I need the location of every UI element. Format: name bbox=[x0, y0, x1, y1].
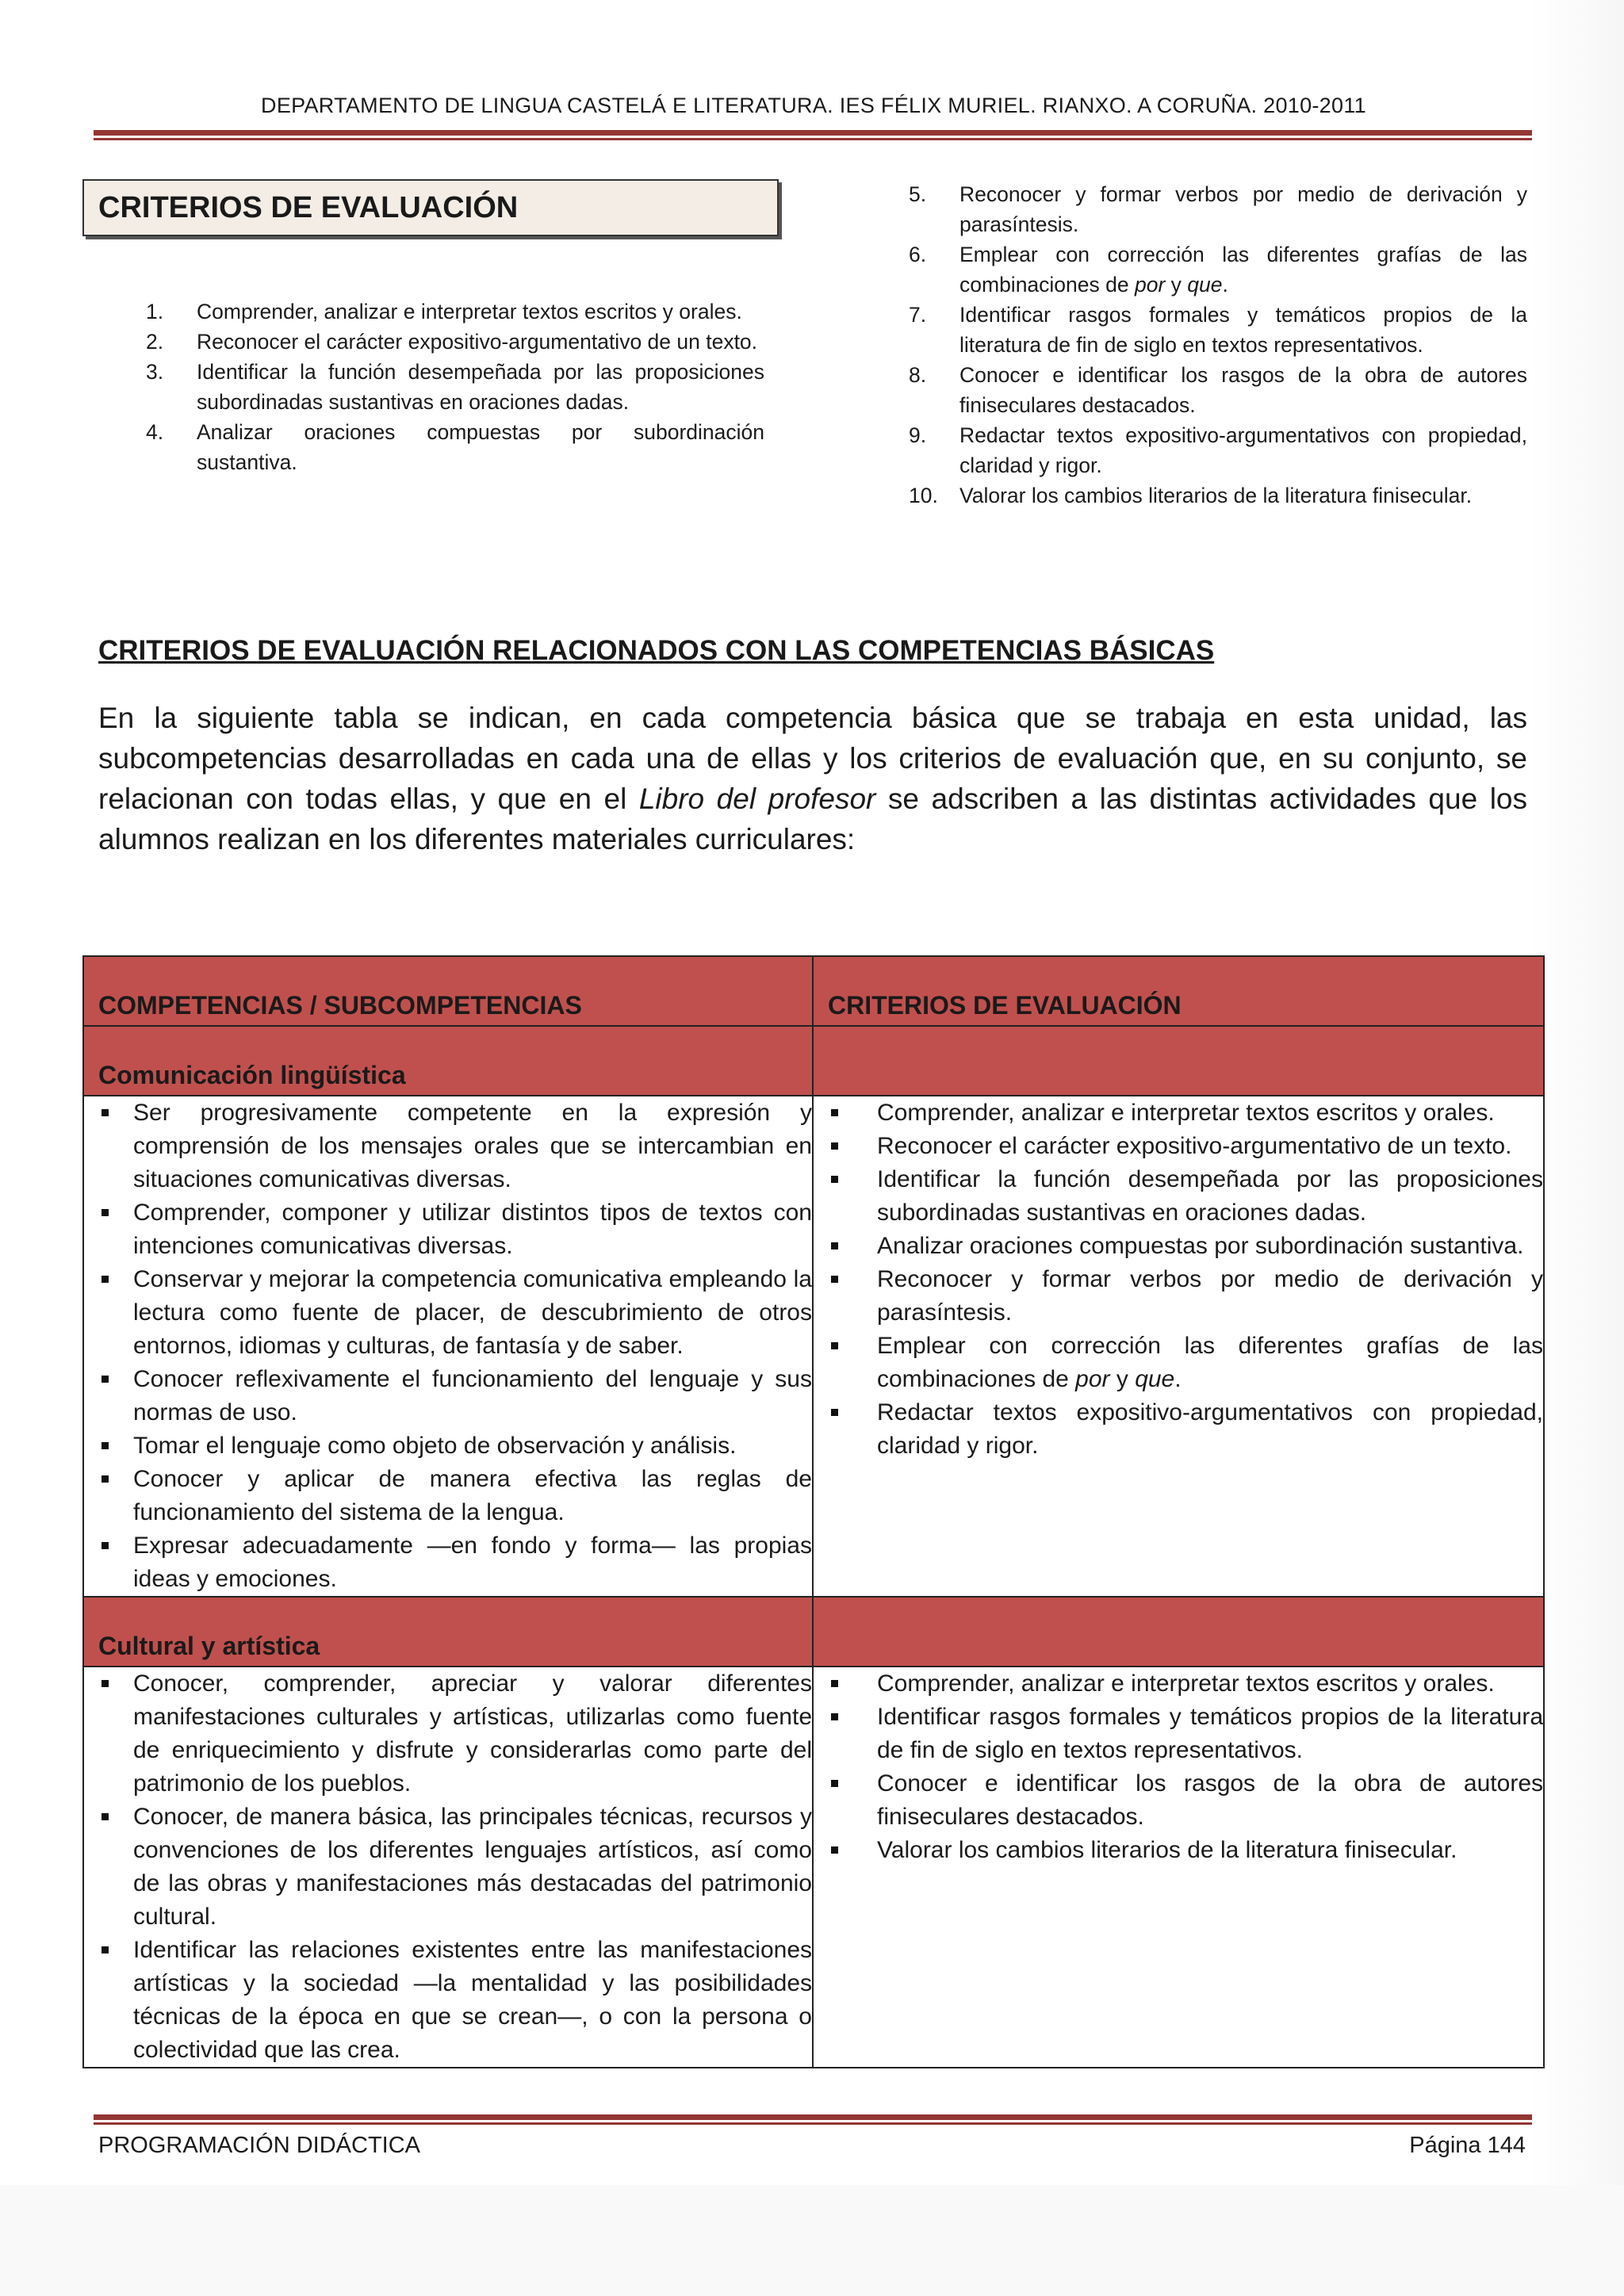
subcompetencia-item: Conocer, de manera básica, las principales técnicas, recursos y convenciones de los diferentes lenguajes artísticos, así como de las obras y manifestaciones más destacadas del patrimonio cultural. bbox=[84, 1800, 812, 1934]
competencia-name: Comunicación lingüística bbox=[98, 1061, 406, 1089]
col2-header: CRITERIOS DE EVALUACIÓN bbox=[828, 991, 1182, 1020]
criteria-number: 1. bbox=[146, 300, 164, 323]
col1-header: COMPETENCIAS / SUBCOMPETENCIAS bbox=[98, 991, 582, 1020]
criteria-text: Comprender, analizar e interpretar textos escritos y orales. bbox=[197, 300, 742, 323]
criteria-number: 8. bbox=[909, 363, 927, 387]
subcompetencia-item: Conservar y mejorar la competencia comunicativa empleando la lectura como fuente de placer, de descubrimiento de otros entornos, idiomas y culturas, de fantasía y de saber. bbox=[84, 1263, 812, 1363]
section-title: CRITERIOS DE EVALUACIÓN RELACIONADOS CON LAS COMPETENCIAS BÁSICAS bbox=[98, 635, 1215, 666]
page-bottom-shade bbox=[0, 2185, 1624, 2296]
criteria-item bbox=[909, 179, 1527, 239]
criteria-number: 4. bbox=[146, 420, 164, 444]
bullet-icon bbox=[84, 1263, 133, 1363]
bullet-icon bbox=[814, 1667, 877, 1701]
subcompetencia-item: Tomar el lenguaje como objeto de observación y análisis. bbox=[84, 1429, 812, 1463]
subcompetencia-item: Ser progresivamente competente en la expresión y comprensión de los mensajes orales que se intercambian en situaciones comunicativas diversas. bbox=[84, 1096, 812, 1196]
criterio-item: Analizar oraciones compuestas por subordinación sustantiva. bbox=[814, 1230, 1543, 1263]
criteria-item bbox=[909, 360, 1527, 420]
bullet-icon bbox=[814, 1163, 877, 1230]
book-title: Libro del profesor bbox=[638, 783, 876, 815]
criterio-item: Emplear con corrección las diferentes grafías de las combinaciones de por y que. bbox=[814, 1330, 1543, 1396]
criterios-list bbox=[814, 1096, 1543, 1463]
footer-title: PROGRAMACIÓN DIDÁCTICA bbox=[98, 2133, 421, 2158]
criterio-item: Identificar rasgos formales y temáticos propios de la literatura de fin de siglo en textos representativos. bbox=[814, 1701, 1543, 1767]
bullet-icon bbox=[814, 1096, 877, 1130]
criteria-number: 2. bbox=[146, 330, 164, 354]
header-rule bbox=[94, 130, 1532, 140]
footer-rule bbox=[94, 2114, 1532, 2125]
criteria-number: 9. bbox=[909, 423, 927, 447]
criteria-item bbox=[909, 300, 1527, 360]
criteria-list-right bbox=[909, 179, 1527, 511]
subcompetencia-item: Conocer reflexivamente el funcionamiento del lenguaje y sus normas de uso. bbox=[84, 1363, 812, 1429]
bullet-icon bbox=[84, 1363, 133, 1429]
bullet-icon bbox=[84, 1463, 133, 1529]
competencia-name: Cultural y artística bbox=[98, 1632, 320, 1660]
subcompetencias-list bbox=[84, 1096, 812, 1596]
criteria-number: 3. bbox=[146, 360, 164, 384]
criterio-item: Conocer e identificar los rasgos de la obra de autores finiseculares destacados. bbox=[814, 1767, 1543, 1834]
subcompetencia-item: Comprender, componer y utilizar distintos tipos de textos con intenciones comunicativas diversas. bbox=[84, 1196, 812, 1263]
criteria-number: 10. bbox=[909, 484, 938, 507]
subcompetencia-item: Expresar adecuadamente —en fondo y forma— las propias ideas y emociones. bbox=[84, 1529, 812, 1596]
criterios-list bbox=[814, 1667, 1543, 1867]
bullet-icon bbox=[84, 1096, 133, 1196]
criteria-item bbox=[909, 239, 1527, 300]
criteria-number: 6. bbox=[909, 243, 927, 266]
bullet-icon bbox=[814, 1130, 877, 1163]
bullet-icon bbox=[814, 1767, 877, 1834]
intro-paragraph: En la siguiente tabla se indican, en cada competencia básica que se trabaja en esta unidad, las subcompetencias desarrolladas en cada una de ellas y los criterios de evaluación que, en su conjunto, se relacionan con todas ellas, y que en el Libro del profesor se adscriben a las distintas actividades que los alumnos realizan en los diferentes materiales curriculares: bbox=[98, 702, 1527, 855]
bullet-icon bbox=[84, 1800, 133, 1934]
criterio-item: Valorar los cambios literarios de la literatura finisecular. bbox=[814, 1834, 1543, 1867]
criteria-text: Conocer e identificar los rasgos de la obra de autores finiseculares destacados. bbox=[959, 363, 1527, 417]
bullet-icon bbox=[814, 1330, 877, 1396]
criteria-item bbox=[146, 297, 764, 327]
bullet-icon bbox=[814, 1263, 877, 1330]
bullet-icon bbox=[84, 1196, 133, 1263]
bullet-icon bbox=[814, 1701, 877, 1767]
criteria-text: Reconocer el carácter expositivo-argumentativo de un texto. bbox=[197, 330, 758, 354]
criterio-item: Redactar textos expositivo-argumentativos con propiedad, claridad y rigor. bbox=[814, 1396, 1543, 1463]
page-header: DEPARTAMENTO DE LINGUA CASTELÁ E LITERATURA. IES FÉLIX MURIEL. RIANXO. A CORUÑA. 2010-2011 bbox=[261, 94, 1366, 117]
table-row bbox=[83, 1096, 1544, 1597]
criteria-text: Valorar los cambios literarios de la literatura finisecular. bbox=[959, 484, 1473, 507]
criteria-box-title bbox=[82, 179, 779, 236]
competencia-row bbox=[83, 1597, 1544, 1667]
criteria-text: Analizar oraciones compuestas por subordinación sustantiva. bbox=[197, 420, 764, 474]
criteria-item bbox=[146, 357, 764, 417]
criteria-number: 7. bbox=[909, 303, 927, 327]
criteria-text: Reconocer y formar verbos por medio de derivación y parasíntesis. bbox=[959, 182, 1527, 236]
table-header-row bbox=[83, 956, 1544, 1026]
competencia-row bbox=[83, 1026, 1544, 1096]
criteria-item bbox=[146, 417, 764, 477]
criteria-item bbox=[909, 480, 1527, 511]
bullet-icon bbox=[84, 1529, 133, 1596]
page-number: Página 144 bbox=[1409, 2133, 1526, 2158]
bullet-icon bbox=[814, 1396, 877, 1463]
bullet-icon bbox=[84, 1934, 133, 2067]
criterio-item: Identificar la función desempeñada por las proposiciones subordinadas sustantivas en oraciones dadas. bbox=[814, 1163, 1543, 1230]
criteria-number: 5. bbox=[909, 182, 927, 206]
table-row bbox=[83, 1667, 1544, 2068]
subcompetencia-item: Conocer y aplicar de manera efectiva las reglas de funcionamiento del sistema de la lengua. bbox=[84, 1463, 812, 1529]
criteria-text: Identificar rasgos formales y temáticos propios de la literatura de fin de siglo en textos representativos. bbox=[959, 303, 1527, 357]
criteria-text: Redactar textos expositivo-argumentativos con propiedad, claridad y rigor. bbox=[959, 423, 1527, 477]
bullet-icon bbox=[84, 1667, 133, 1800]
bullet-icon bbox=[814, 1230, 877, 1263]
criteria-text: Emplear con corrección las diferentes grafías de las combinaciones de por y que. bbox=[959, 243, 1527, 297]
criterio-item: Reconocer y formar verbos por medio de derivación y parasíntesis. bbox=[814, 1263, 1543, 1330]
criteria-list-left bbox=[146, 297, 764, 477]
criteria-box-label: CRITERIOS DE EVALUACIÓN bbox=[98, 190, 519, 224]
bullet-icon bbox=[84, 1429, 133, 1463]
criterio-item: Comprender, analizar e interpretar textos escritos y orales. bbox=[814, 1667, 1543, 1701]
bullet-icon bbox=[814, 1834, 877, 1867]
competencias-table bbox=[82, 955, 1545, 2068]
criterio-item: Comprender, analizar e interpretar textos escritos y orales. bbox=[814, 1096, 1543, 1130]
criteria-item bbox=[146, 327, 764, 357]
subcompetencia-item: Conocer, comprender, apreciar y valorar diferentes manifestaciones culturales y artísticas, utilizarlas como fuente de enriquecimiento y disfrute y considerarlas como parte del patrimonio de los pueblos. bbox=[84, 1667, 812, 1800]
criteria-item bbox=[909, 420, 1527, 480]
criteria-text: Identificar la función desempeñada por las proposiciones subordinadas sustantivas en oraciones dadas. bbox=[197, 360, 764, 414]
subcompetencias-list bbox=[84, 1667, 812, 2067]
criterio-item: Reconocer el carácter expositivo-argumentativo de un texto. bbox=[814, 1130, 1543, 1163]
subcompetencia-item: Identificar las relaciones existentes entre las manifestaciones artísticas y la sociedad —la mentalidad y las posibilidades técnicas de la época en que se crean—, o con la persona o colectividad que las crea. bbox=[84, 1934, 812, 2067]
